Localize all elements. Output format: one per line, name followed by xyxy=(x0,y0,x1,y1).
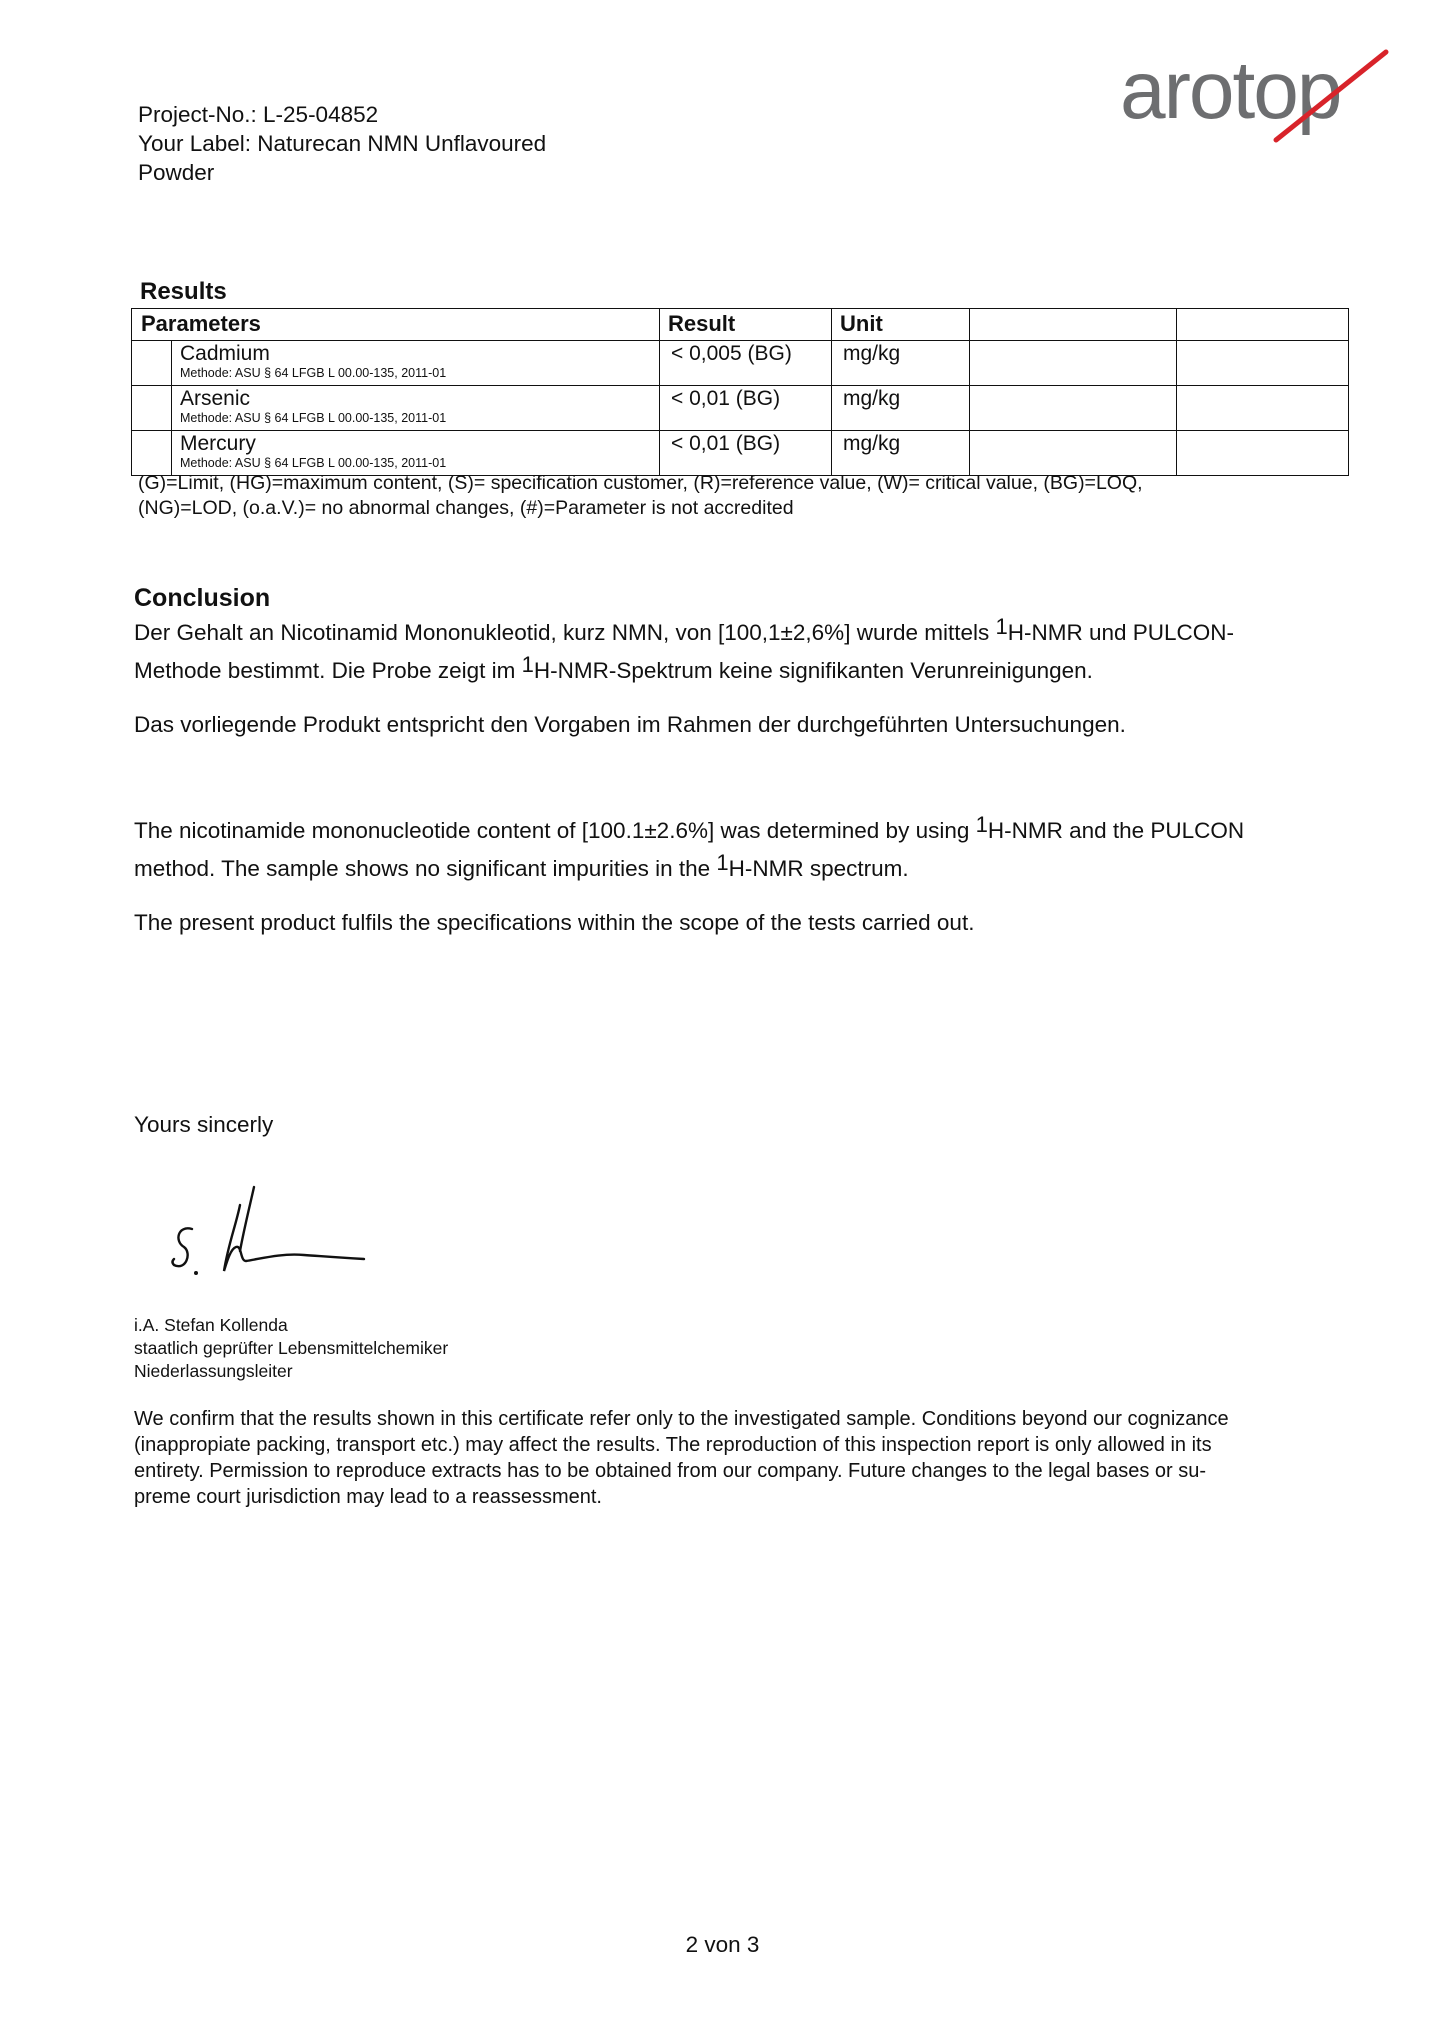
parameter-name: Mercury xyxy=(180,432,256,455)
table-row xyxy=(132,431,1349,476)
text-segment: Der Gehalt an Nicotinamid Mononukleotid, kurz NMN, von [100,1±2,6%] wurde mittels xyxy=(134,620,996,645)
legend-line-2: (NG)=LOD, (o.a.V.)= no abnormal changes, (#)=Parameter is not accredited xyxy=(138,497,794,519)
label-line-1: Your Label: Naturecan NMN Unflavoured xyxy=(138,131,547,156)
parameter-method: Methode: ASU § 64 LFGB L 00.00-135, 2011-01 xyxy=(180,366,447,380)
disclaimer-line: preme court jurisdiction may lead to a reassessment. xyxy=(134,1486,602,1508)
table-row xyxy=(132,386,1349,431)
row-marker-cell xyxy=(132,386,172,431)
signer-title: staatlich geprüfter Lebensmittelchemiker xyxy=(134,1338,449,1358)
conclusion-de-paragraph-1 xyxy=(134,614,1234,690)
row-marker-cell xyxy=(132,341,172,386)
empty-cell xyxy=(970,341,1177,386)
text-segment: H-NMR spectrum. xyxy=(728,856,909,881)
conclusion-de-paragraph-2: Das vorliegende Produkt entspricht den Vorgaben im Rahmen der durchgeführten Untersuchungen. xyxy=(134,712,1126,737)
signer-role: Niederlassungsleiter xyxy=(134,1361,293,1381)
empty-cell xyxy=(1177,341,1349,386)
superscript: 1 xyxy=(521,652,534,677)
unit-value: mg/kg xyxy=(832,431,970,476)
closing-salutation: Yours sincerly xyxy=(134,1112,274,1137)
parameter-name: Cadmium xyxy=(180,342,270,365)
text-segment: The nicotinamide mononucleotide content of [100.1±2.6%] was determined by using xyxy=(134,818,976,843)
empty-cell xyxy=(970,386,1177,431)
conclusion-title: Conclusion xyxy=(134,584,271,612)
unit-value: mg/kg xyxy=(832,386,970,431)
empty-cell xyxy=(970,431,1177,476)
text-segment: H-NMR and the PULCON xyxy=(987,818,1245,843)
parameter-cell xyxy=(172,431,660,476)
text-segment: method. The sample shows no significant impurities in the xyxy=(134,856,717,881)
legend-line-1: (G)=Limit, (HG)=maximum content, (S)= specification customer, (R)=reference value, (W)= critical value, (BG)=LOQ, xyxy=(138,472,1143,494)
parameter-method: Methode: ASU § 64 LFGB L 00.00-135, 2011-01 xyxy=(180,411,447,425)
superscript: 1 xyxy=(975,812,988,837)
disclaimer-line: (inappropiate packing, transport etc.) may affect the results. The reproduction of this inspection report is only allowed in its xyxy=(134,1434,1212,1456)
results-table xyxy=(131,308,1349,476)
arotop-logo xyxy=(1118,48,1408,150)
project-number: Project-No.: L-25-04852 xyxy=(138,102,379,127)
results-title: Results xyxy=(140,278,227,305)
column-header-parameters: Parameters xyxy=(132,309,660,341)
empty-cell xyxy=(1177,386,1349,431)
parameter-cell xyxy=(172,341,660,386)
results-legend xyxy=(138,471,1348,521)
disclaimer-line: entirety. Permission to reproduce extracts has to be obtained from our company. Future changes to the legal bases or su- xyxy=(134,1460,1207,1482)
parameter-cell xyxy=(172,386,660,431)
text-segment: H-NMR und PULCON- xyxy=(1007,620,1235,645)
signer-block xyxy=(134,1314,448,1383)
table-row xyxy=(132,341,1349,386)
text-segment: Methode bestimmt. Die Probe zeigt im xyxy=(134,658,522,683)
column-header-result: Result xyxy=(660,309,832,341)
result-value: < 0,005 (BG) xyxy=(660,341,832,386)
handwritten-signature xyxy=(170,1185,370,1295)
superscript: 1 xyxy=(716,850,729,875)
table-header-row xyxy=(132,309,1349,341)
document-header xyxy=(138,100,546,187)
disclaimer xyxy=(134,1406,1354,1510)
conclusion-en-paragraph-2: The present product fulfils the specifications within the scope of the tests carried out. xyxy=(134,910,975,935)
unit-value: mg/kg xyxy=(832,341,970,386)
parameter-method: Methode: ASU § 64 LFGB L 00.00-135, 2011-01 xyxy=(180,456,447,470)
label-line-2: Powder xyxy=(138,160,215,185)
result-value: < 0,01 (BG) xyxy=(660,431,832,476)
parameter-name: Arsenic xyxy=(180,387,251,410)
column-header-extra-2 xyxy=(1177,309,1349,341)
text-segment: H-NMR-Spektrum keine signifikanten Verunreinigungen. xyxy=(533,658,1093,683)
signer-name: i.A. Stefan Kollenda xyxy=(134,1315,288,1335)
column-header-unit: Unit xyxy=(832,309,970,341)
disclaimer-line: We confirm that the results shown in this certificate refer only to the investigated sample. Conditions beyond our cognizance xyxy=(134,1408,1229,1430)
empty-cell xyxy=(1177,431,1349,476)
row-marker-cell xyxy=(132,431,172,476)
conclusion-en-paragraph-1 xyxy=(134,812,1244,888)
logo-text: arotop xyxy=(1120,48,1341,136)
superscript: 1 xyxy=(995,614,1008,639)
page-number: 2 von 3 xyxy=(685,1932,760,1957)
result-value: < 0,01 (BG) xyxy=(660,386,832,431)
column-header-extra-1 xyxy=(970,309,1177,341)
